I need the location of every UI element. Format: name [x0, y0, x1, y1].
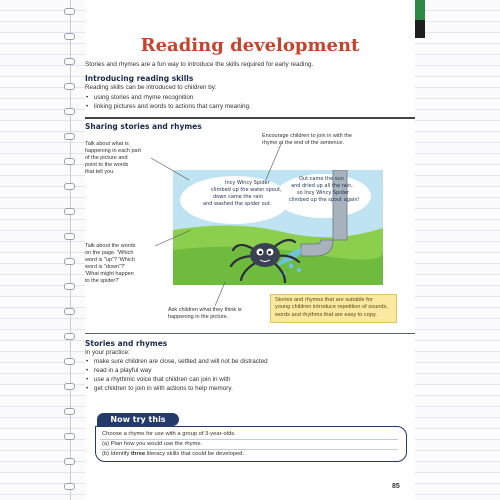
rhyme-line: climbed up the spout again! — [289, 197, 360, 203]
binding-ring — [64, 83, 75, 90]
answer-rule — [100, 449, 398, 450]
introducing-lead: Reading skills can be introduced to children by: — [85, 84, 217, 91]
now-try-part-a: (a) Plan how you would use the rhyme. — [102, 441, 203, 447]
binding-ring — [64, 58, 75, 65]
binding-ring — [64, 33, 75, 40]
list-item: • linking pictures and words to actions that carry meaning. — [85, 102, 251, 111]
rhyme-line: down came the rain — [213, 194, 263, 200]
binding-ring — [64, 383, 75, 390]
answer-rule — [100, 439, 398, 440]
binding-ring — [64, 183, 75, 190]
binding-ring — [64, 258, 75, 265]
page-number: 85 — [392, 483, 400, 490]
leader-line — [155, 230, 191, 246]
binding-ring — [64, 108, 75, 115]
binding-ring — [64, 358, 75, 365]
section-divider — [85, 333, 415, 334]
binding-ring — [64, 233, 75, 240]
callout-line: happening in each part — [85, 148, 141, 154]
callout-line: word is "down"?' — [85, 264, 126, 270]
introducing-heading: Introducing reading skills — [85, 74, 194, 83]
page-binding — [70, 0, 71, 500]
sharing-heading: Sharing stories and rhymes — [85, 122, 202, 131]
binding-ring — [64, 208, 75, 215]
note-line: words and rhythms that are easy to copy. — [275, 311, 377, 318]
rhyme-line: Out came the sun — [299, 176, 344, 182]
rhyme-line: and dried up all the rain, — [291, 183, 353, 189]
page-content — [85, 0, 415, 500]
callout-leaders — [85, 130, 415, 320]
suitability-note — [270, 294, 397, 323]
callout-line: of the picture and — [85, 155, 128, 161]
callout-line: that tell you. — [85, 169, 115, 175]
page-title: Reading development — [140, 35, 360, 56]
leader-line — [151, 158, 189, 180]
rhyme-line: so Incy Wincy Spider — [297, 190, 349, 196]
leader-line — [215, 282, 225, 306]
list-item: • using stories and rhyme recognition — [85, 93, 251, 102]
binding-ring — [64, 408, 75, 415]
callout-line: Talk about the words — [85, 243, 136, 249]
binding-ring — [64, 283, 75, 290]
intro-text: Stories and rhymes are a fun way to introduce the skills required for early reading. — [85, 61, 314, 68]
now-try-box — [95, 426, 407, 462]
binding-ring — [64, 333, 75, 340]
callout-line: rhyme at the end of the sentence. — [262, 140, 344, 146]
note-line: Stories and rhymes that are suitable for — [275, 297, 373, 303]
callout-line: to the spider?' — [85, 278, 120, 284]
callout-line: Talk about what is — [85, 141, 129, 147]
callout-line: on the page. 'Which — [85, 250, 134, 256]
now-try-part-b — [102, 451, 244, 457]
stories-lead: In your practice: — [85, 349, 130, 356]
rhyme-line: Incy Wincy Spider — [225, 180, 270, 186]
leader-line — [265, 144, 281, 182]
now-try-badge: Now try this — [97, 413, 179, 426]
binding-ring — [64, 433, 75, 440]
note-line: young children introduce repetition of sounds, — [275, 304, 388, 311]
binding-ring — [64, 308, 75, 315]
part-b-suffix: literacy skills that could be developed. — [145, 451, 245, 457]
list-item: • get children to join in with actions to help memory. — [85, 384, 268, 393]
callout-line: Ask children what they think is — [168, 307, 242, 313]
callout-line: word is "up"? 'Which — [85, 257, 135, 263]
stories-list — [85, 357, 268, 393]
now-try-task: Choose a rhyme for use with a group of 3-year-olds. — [102, 431, 236, 437]
binding-ring — [64, 483, 75, 490]
callout-line: happening in the picture. — [168, 314, 229, 320]
list-item: • make sure children are close, settled and will not be distracted — [85, 357, 268, 366]
section-divider — [85, 117, 415, 119]
introducing-list — [85, 93, 251, 111]
binding-ring — [64, 158, 75, 165]
list-item: • use a rhythmic voice that children can join in with — [85, 375, 268, 384]
binding-ring — [64, 458, 75, 465]
callout-line: 'What might happen — [85, 271, 134, 277]
part-b-bold: three — [131, 451, 146, 457]
rhyme-line: climbed up the water spout, — [211, 187, 282, 193]
binding-ring — [64, 8, 75, 15]
binding-ring — [64, 133, 75, 140]
callout-line: Encourage children to join in with the — [262, 133, 352, 139]
stories-heading: Stories and rhymes — [85, 339, 168, 348]
list-item: • read in a playful way — [85, 366, 268, 375]
rhyme-line: and washed the spider out. — [203, 201, 272, 207]
callout-line: point to the words — [85, 162, 129, 168]
part-b-prefix: (b) Identify — [102, 451, 131, 457]
